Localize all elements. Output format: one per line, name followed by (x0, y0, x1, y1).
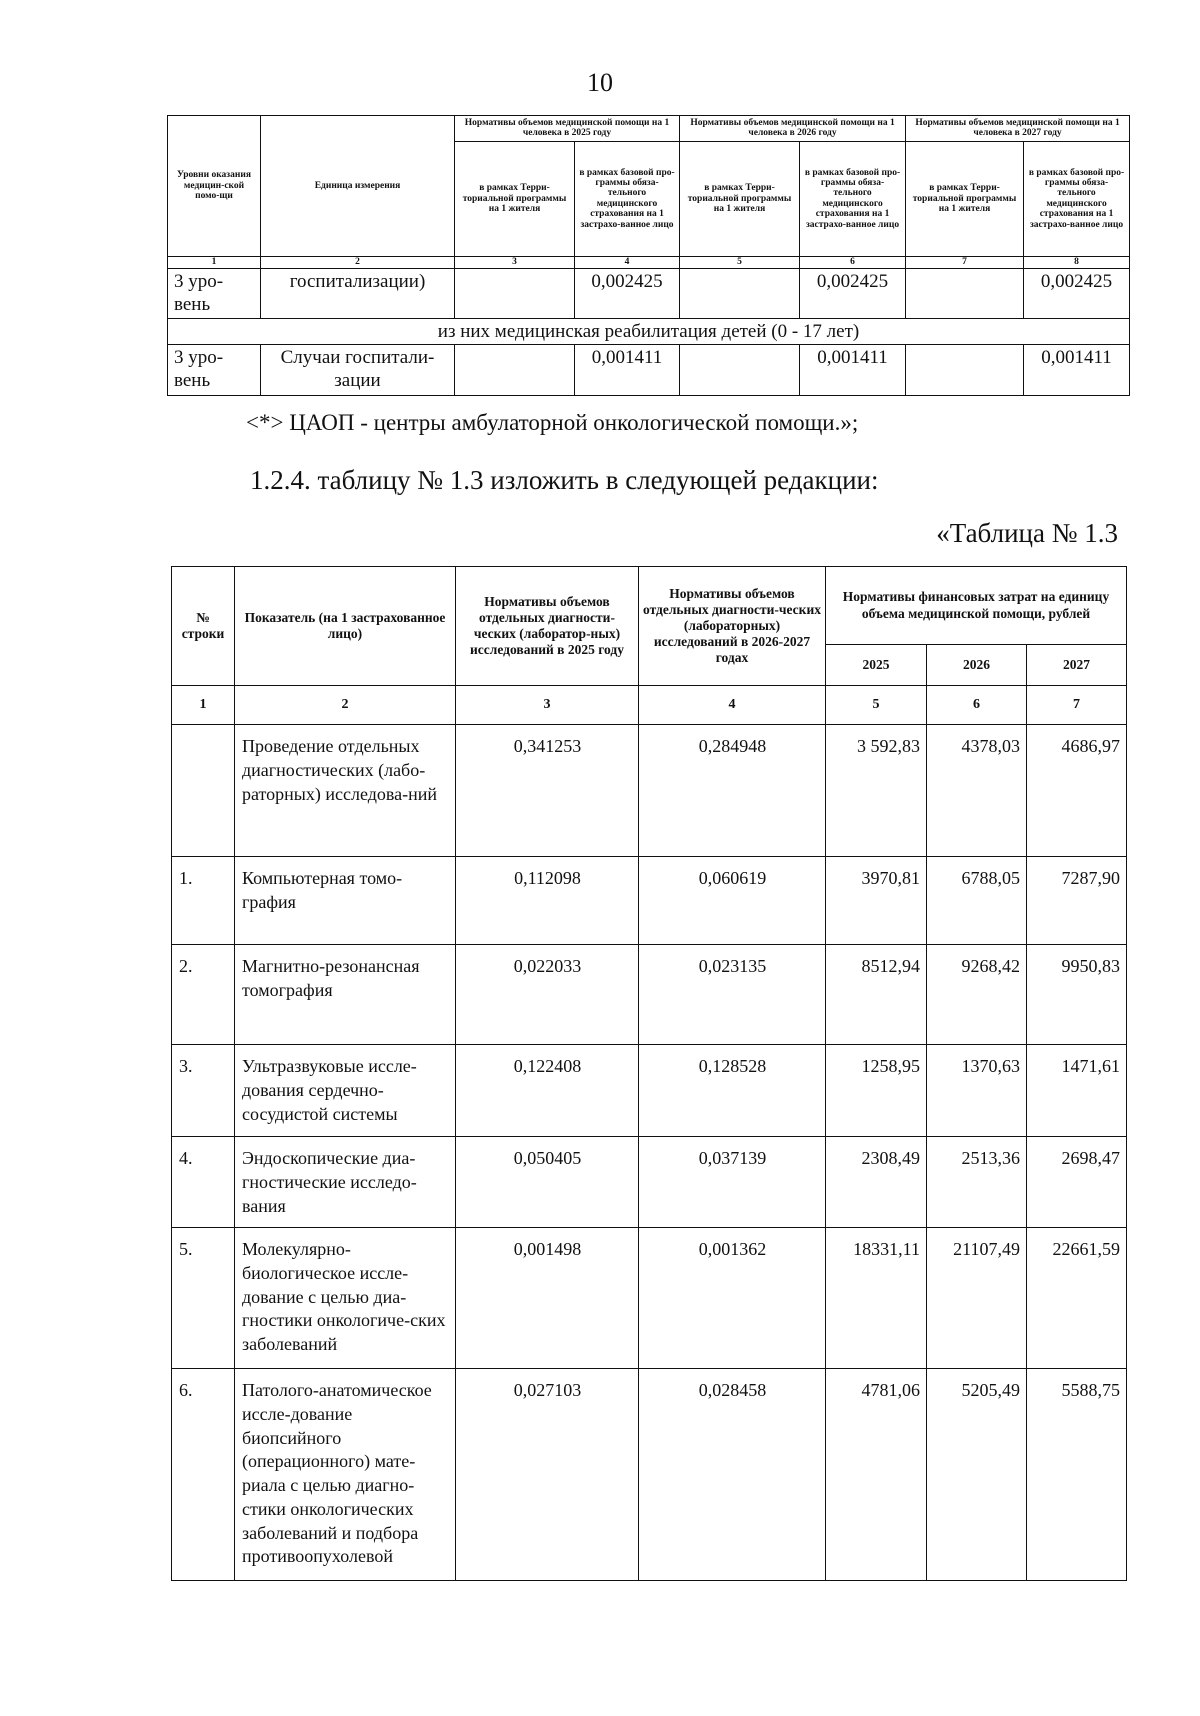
care-level-norms-table (167, 115, 1130, 396)
header-group-2026: Нормативы объемов медицинской помощи на 1 человека в 2026 году (680, 116, 906, 142)
header-year-2026: 2026 (927, 645, 1027, 686)
header-group-2027: Нормативы объемов медицинской помощи на 1 человека в 2027 году (906, 116, 1130, 142)
header-territorial-2025: в рамках Терри-ториальной программы на 1 жителя (455, 141, 575, 256)
section-row: из них медицинская реабилитация детей (0 - 17 лет) (168, 319, 1130, 345)
table-row (172, 725, 1127, 857)
norm-2026-2027-cell: 0,060619 (639, 857, 826, 945)
indicator-cell: Компьютерная томо-графия (235, 857, 456, 945)
indicator-cell: Проведение отдельных диагностических (лабо-раторных) исследова-ний (235, 725, 456, 857)
value-cell (455, 345, 575, 396)
header-care-level: Уровни оказания медицин-ской помо-щи (168, 116, 261, 257)
value-cell: 0,002425 (1024, 268, 1130, 319)
cost-2027-cell: 7287,90 (1027, 857, 1127, 945)
care-level-cell: 3 уро-вень (168, 268, 261, 319)
cost-2026-cell: 2513,36 (927, 1137, 1027, 1228)
value-cell: 0,001411 (575, 345, 680, 396)
care-level-cell: 3 уро-вень (168, 345, 261, 396)
header-norm-2026-2027: Нормативы объемов отдельных диагности-ческих (лабораторных) исследований в 2026-2027 годах (639, 567, 826, 686)
page-number: 10 (587, 68, 613, 97)
norm-2026-2027-cell: 0,037139 (639, 1137, 826, 1228)
row-number-cell (172, 725, 235, 857)
column-number: 1 (172, 686, 235, 725)
indicator-cell: Молекулярно-биологическое иссле-дование с целью диа-гностики онкологиче-ских заболеваний (235, 1228, 456, 1369)
header-year-2027: 2027 (1027, 645, 1127, 686)
header-norm-2025: Нормативы объемов отдельных диагности-ческих (лаборатор-ных) исследований в 2025 году (456, 567, 639, 686)
column-number: 6 (927, 686, 1027, 725)
cost-2027-cell: 2698,47 (1027, 1137, 1127, 1228)
cost-2027-cell: 22661,59 (1027, 1228, 1127, 1369)
value-cell: 0,002425 (800, 268, 906, 319)
header-row-number: № строки (172, 567, 235, 686)
table-row (172, 1369, 1127, 1581)
norm-2026-2027-cell: 0,284948 (639, 725, 826, 857)
header-group-2025: Нормативы объемов медицинской помощи на 1 человека в 2025 году (455, 116, 680, 142)
column-number: 3 (456, 686, 639, 725)
diagnostic-tests-norms-table (171, 566, 1127, 1581)
cost-2027-cell: 4686,97 (1027, 725, 1127, 857)
indicator-cell: Ультразвуковые иссле-дования сердечно-сосудистой системы (235, 1045, 456, 1137)
cost-2025-cell: 3 592,83 (826, 725, 927, 857)
norm-2026-2027-cell: 0,028458 (639, 1369, 826, 1581)
value-cell (455, 268, 575, 319)
cost-2025-cell: 8512,94 (826, 945, 927, 1045)
row-number-cell: 1. (172, 857, 235, 945)
cost-2025-cell: 3970,81 (826, 857, 927, 945)
amendment-instruction: 1.2.4. таблицу № 1.3 изложить в следующей редакции: (250, 465, 879, 495)
unit-cell: Случаи госпитали-зации (261, 345, 455, 396)
cost-2027-cell: 1471,61 (1027, 1045, 1127, 1137)
cost-2025-cell: 4781,06 (826, 1369, 927, 1581)
header-basic-2025: в рамках базовой про-граммы обяза-тельного медицинского страхования на 1 застрахо-ванное лицо (575, 141, 680, 256)
norm-2025-cell: 0,341253 (456, 725, 639, 857)
column-number: 2 (261, 256, 455, 268)
header-basic-2026: в рамках базовой про-граммы обяза-тельного медицинского страхования на 1 застрахо-ванное лицо (800, 141, 906, 256)
norm-2025-cell: 0,112098 (456, 857, 639, 945)
table-row (168, 268, 1130, 319)
value-cell: 0,002425 (575, 268, 680, 319)
value-cell: 0,001411 (800, 345, 906, 396)
column-number: 4 (575, 256, 680, 268)
table-row (172, 857, 1127, 945)
header-indicator: Показатель (на 1 застрахованное лицо) (235, 567, 456, 686)
row-number-cell: 3. (172, 1045, 235, 1137)
column-number: 5 (680, 256, 800, 268)
cost-2026-cell: 1370,63 (927, 1045, 1027, 1137)
value-cell: 0,001411 (1024, 345, 1130, 396)
norm-2025-cell: 0,001498 (456, 1228, 639, 1369)
header-year-2025: 2025 (826, 645, 927, 686)
column-number: 4 (639, 686, 826, 725)
norm-2026-2027-cell: 0,128528 (639, 1045, 826, 1137)
norm-2025-cell: 0,027103 (456, 1369, 639, 1581)
column-number: 2 (235, 686, 456, 725)
value-cell (680, 345, 800, 396)
norm-2026-2027-cell: 0,001362 (639, 1228, 826, 1369)
column-number: 5 (826, 686, 927, 725)
norm-2026-2027-cell: 0,023135 (639, 945, 826, 1045)
cost-2026-cell: 6788,05 (927, 857, 1027, 945)
norm-2025-cell: 0,022033 (456, 945, 639, 1045)
header-financial-group: Нормативы финансовых затрат на единицу объема медицинской помощи, рублей (826, 567, 1127, 645)
cost-2025-cell: 2308,49 (826, 1137, 927, 1228)
cost-2026-cell: 4378,03 (927, 725, 1027, 857)
header-basic-2027: в рамках базовой про-граммы обяза-тельного медицинского страхования на 1 застрахо-ванное лицо (1024, 141, 1130, 256)
table-row (172, 1228, 1127, 1369)
table-row (168, 345, 1130, 396)
row-number-cell: 6. (172, 1369, 235, 1581)
cost-2026-cell: 21107,49 (927, 1228, 1027, 1369)
cost-2027-cell: 9950,83 (1027, 945, 1127, 1045)
header-unit: Единица измерения (261, 116, 455, 257)
table-title: «Таблица № 1.3 (936, 518, 1118, 548)
cost-2025-cell: 18331,11 (826, 1228, 927, 1369)
header-territorial-2027: в рамках Терри-ториальной программы на 1 жителя (906, 141, 1024, 256)
indicator-cell: Магнитно-резонансная томография (235, 945, 456, 1045)
column-number: 1 (168, 256, 261, 268)
norm-2025-cell: 0,050405 (456, 1137, 639, 1228)
indicator-cell: Патолого-анатомическое иссле-дование биопсийного (операционного) мате-риала с целью диагно-стики онкологических заболеваний и подбора противоопухолевой (235, 1369, 456, 1581)
column-number: 8 (1024, 256, 1130, 268)
table-row (172, 1137, 1127, 1228)
cost-2026-cell: 5205,49 (927, 1369, 1027, 1581)
indicator-cell: Эндоскопические диа-гностические исследо-вания (235, 1137, 456, 1228)
value-cell (906, 268, 1024, 319)
cost-2026-cell: 9268,42 (927, 945, 1027, 1045)
row-number-cell: 4. (172, 1137, 235, 1228)
norm-2025-cell: 0,122408 (456, 1045, 639, 1137)
footnote: <*> ЦАОП - центры амбулаторной онкологической помощи.»; (246, 410, 859, 435)
table-row (172, 945, 1127, 1045)
column-number: 6 (800, 256, 906, 268)
row-number-cell: 2. (172, 945, 235, 1045)
column-number: 3 (455, 256, 575, 268)
cost-2027-cell: 5588,75 (1027, 1369, 1127, 1581)
table-row (172, 1045, 1127, 1137)
column-number: 7 (906, 256, 1024, 268)
row-number-cell: 5. (172, 1228, 235, 1369)
value-cell (680, 268, 800, 319)
unit-cell: госпитализации) (261, 268, 455, 319)
header-territorial-2026: в рамках Терри-ториальной программы на 1 жителя (680, 141, 800, 256)
cost-2025-cell: 1258,95 (826, 1045, 927, 1137)
column-number: 7 (1027, 686, 1127, 725)
value-cell (906, 345, 1024, 396)
